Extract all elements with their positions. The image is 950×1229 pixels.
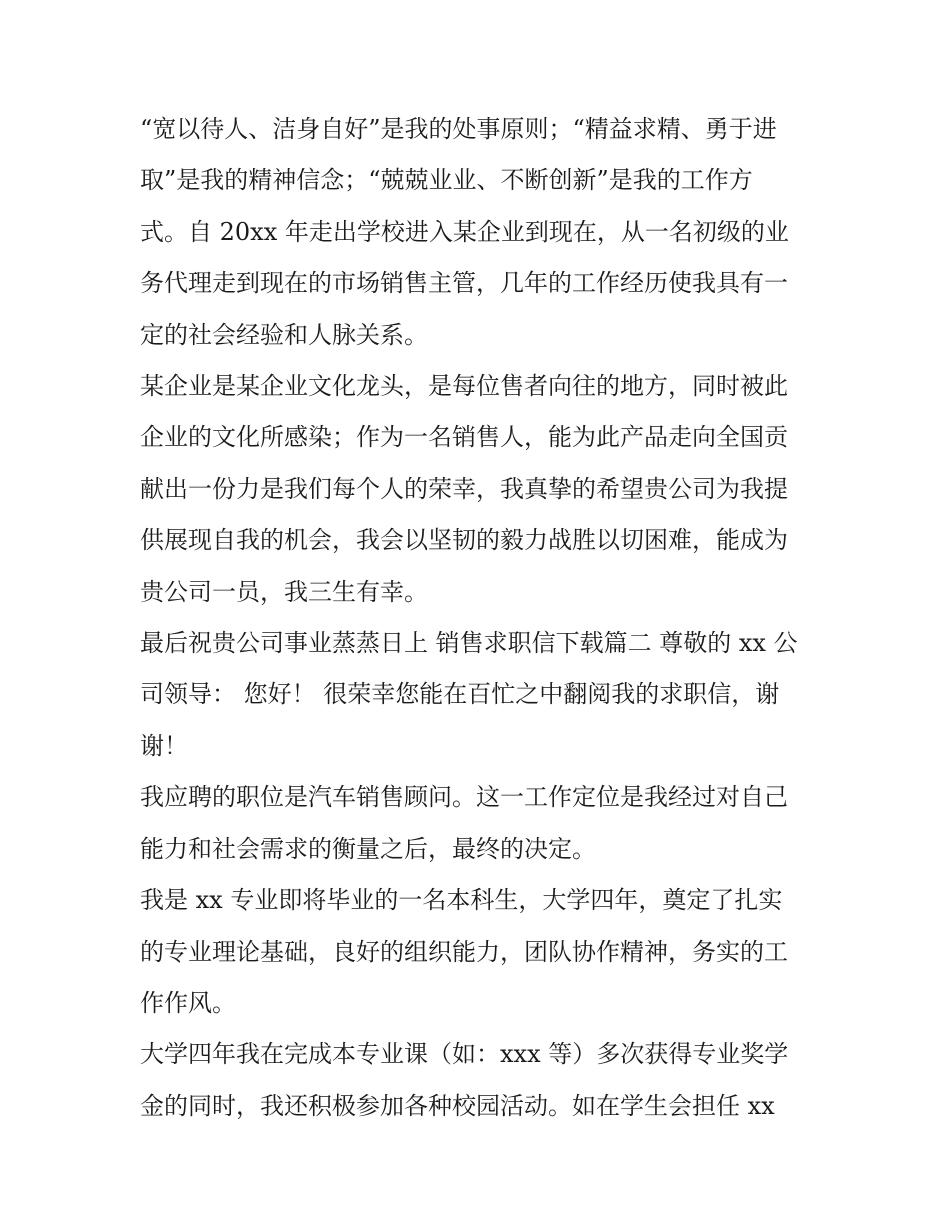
text-line: 定的社会经验和人脉关系。 (140, 320, 428, 349)
paragraph-company (140, 361, 815, 618)
paragraph-greeting (140, 618, 815, 772)
text-line: 最后祝贵公司事业蒸蒸日上 销售求职信下载篇二 尊敬的 xx 公 (140, 629, 798, 658)
text-line: 供展现自我的机会，我会以坚韧的毅力战胜以切困难，能成为 (140, 526, 788, 555)
text-line: 作作风。 (140, 988, 236, 1017)
text-line: 取”是我的精神信念；“兢兢业业、不断创新”是我的工作方 (140, 166, 753, 195)
paragraph-activities (140, 1029, 815, 1132)
text-line: 我是 xx 专业即将毕业的一名本科生，大学四年，奠定了扎实 (140, 886, 783, 915)
text-line: “宽以待人、洁身自好”是我的处事原则；“精益求精、勇于进 (140, 115, 777, 143)
document-body (140, 104, 815, 1132)
text-line: 大学四年我在完成本专业课（如：xxx 等）多次获得专业奖学 (140, 1040, 789, 1069)
text-line: 贵公司一员，我三生有幸。 (140, 577, 428, 606)
text-line: 谢！ (140, 731, 188, 760)
paragraph-position (140, 772, 815, 875)
text-line: 企业的文化所感染；作为一名销售人，能为此产品走向全国贡 (140, 423, 788, 452)
text-line: 献出一份力是我们每个人的荣幸，我真挚的希望贵公司为我提 (140, 474, 788, 503)
text-line: 的专业理论基础，良好的组织能力，团队协作精神，务实的工 (140, 937, 788, 966)
paragraph-education (140, 875, 815, 1029)
text-line: 司领导： 您好！ 很荣幸您能在百忙之中翻阅我的求职信，谢 (140, 680, 780, 709)
text-line: 某企业是某企业文化龙头，是每位售者向往的地方，同时被此 (140, 372, 788, 401)
text-line: 能力和社会需求的衡量之后，最终的决定。 (140, 834, 596, 863)
text-line: 金的同时，我还积极参加各种校园活动。如在学生会担任 xx (140, 1091, 775, 1120)
paragraph-principles (140, 104, 815, 361)
text-line: 式。自 20xx 年走出学校进入某企业到现在，从一名初级的业 (140, 217, 789, 246)
text-line: 务代理走到现在的市场销售主管，几年的工作经历使我具有一 (140, 269, 788, 298)
text-line: 我应聘的职位是汽车销售顾问。这一工作定位是我经过对自己 (140, 783, 788, 812)
